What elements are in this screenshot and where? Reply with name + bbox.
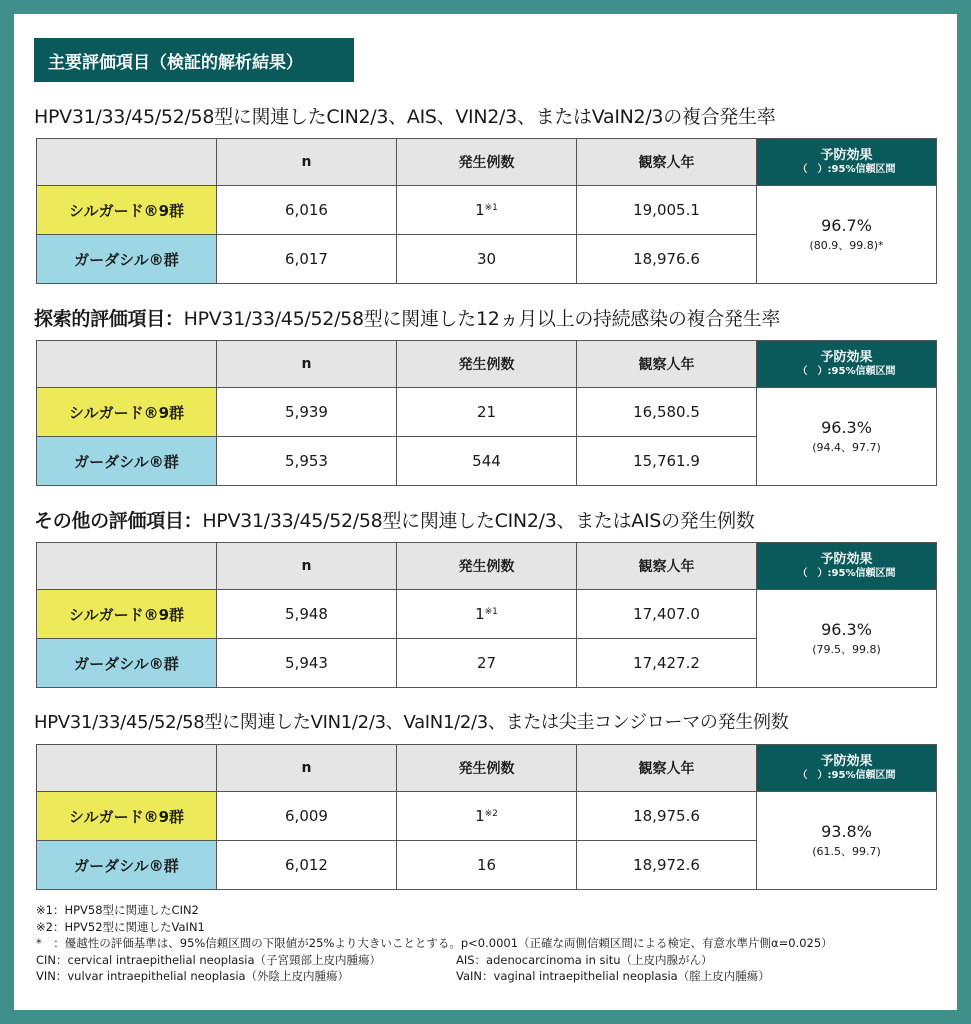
n-cell: 6,009: [217, 792, 397, 841]
page-title: 主要評価項目（検証的解析結果）: [34, 38, 354, 82]
footnote-1: ※1：HPV58型に関連したCIN2: [36, 903, 199, 917]
group-label: シルガード®9群: [37, 388, 217, 437]
person-years-cell: 19,005.1: [577, 186, 757, 235]
n-cell: 5,948: [217, 590, 397, 639]
cases-cell: 1$^{※1}$: [397, 186, 577, 235]
footnotes: [36, 902, 946, 985]
n-cell: 5,943: [217, 639, 397, 688]
efficacy-cell: 96.7% (80.9、99.8)*: [757, 186, 937, 284]
table-row: [37, 388, 937, 437]
cases-cell: 30: [397, 235, 577, 284]
cases-cell: 16: [397, 841, 577, 890]
group-label: シルガード®9群: [37, 590, 217, 639]
person-years-cell: 18,972.6: [577, 841, 757, 890]
results-table-3: [36, 542, 937, 688]
cases-cell: 1$^{※2}$: [397, 792, 577, 841]
header-person-years: 観察人年: [577, 745, 757, 792]
group-label: ガーダシル®群: [37, 841, 217, 890]
header-cases: 発生例数: [397, 543, 577, 590]
header-person-years: 観察人年: [577, 341, 757, 388]
table-row: [37, 186, 937, 235]
abbr-vain: VaIN：vaginal intraepithelial neoplasia（腟上皮内腫瘍）: [456, 969, 770, 983]
person-years-cell: 18,975.6: [577, 792, 757, 841]
header-efficacy: 予防効果 （ ）:95%信頼区間: [757, 745, 937, 792]
person-years-cell: 16,580.5: [577, 388, 757, 437]
header-n: n: [217, 139, 397, 186]
group-label: ガーダシル®群: [37, 235, 217, 284]
abbr-ais: AIS：adenocarcinoma in situ（上皮内腺がん）: [456, 952, 713, 967]
person-years-cell: 17,427.2: [577, 639, 757, 688]
header-blank: [37, 139, 217, 186]
header-person-years: 観察人年: [577, 543, 757, 590]
cases-cell: 21: [397, 388, 577, 437]
n-cell: 6,012: [217, 841, 397, 890]
header-efficacy: 予防効果 （ ）:95%信頼区間: [757, 543, 937, 590]
header-efficacy: 予防効果 （ ）:95%信頼区間: [757, 341, 937, 388]
efficacy-cell: 96.3% (94.4、97.7): [757, 388, 937, 486]
cases-cell: 27: [397, 639, 577, 688]
header-blank: [37, 745, 217, 792]
header-cases: 発生例数: [397, 745, 577, 792]
table-row: [37, 590, 937, 639]
footnote-2: ※2：HPV52型に関連したVaIN1: [36, 919, 205, 934]
footnote-3: * ：優越性の評価基準は、95%信頼区間の下限値が25%より大きいこととする。p<0.0001（正確な両側信頼区間による検定、有意水準片側α=0.025）: [36, 936, 833, 950]
section-title-4: HPV31/33/45/52/58型に関連したVIN1/2/3、VaIN1/2/3、または尖圭コンジローマの発生例数: [34, 712, 789, 733]
header-blank: [37, 341, 217, 388]
section-title-3: その他の評価項目：HPV31/33/45/52/58型に関連したCIN2/3、またはAISの発生例数: [34, 510, 755, 532]
header-n: n: [217, 745, 397, 792]
header-cases: 発生例数: [397, 341, 577, 388]
content-panel: [14, 14, 957, 1010]
header-efficacy: 予防効果 （ ）:95%信頼区間: [757, 139, 937, 186]
person-years-cell: 15,761.9: [577, 437, 757, 486]
header-n: n: [217, 341, 397, 388]
n-cell: 5,939: [217, 388, 397, 437]
results-table-2: [36, 340, 937, 486]
results-table-4: [36, 744, 937, 890]
abbr-cin: CIN：cervical intraepithelial neoplasia（子宮頸部上皮内腫瘍）: [36, 952, 382, 967]
header-n: n: [217, 543, 397, 590]
header-cases: 発生例数: [397, 139, 577, 186]
efficacy-cell: 96.3% (79.5、99.8): [757, 590, 937, 688]
person-years-cell: 17,407.0: [577, 590, 757, 639]
group-label: シルガード®9群: [37, 186, 217, 235]
n-cell: 6,017: [217, 235, 397, 284]
section-title-2: 探索的評価項目：HPV31/33/45/52/58型に関連した12ヵ月以上の持続感染の複合発生率: [34, 308, 781, 330]
group-label: ガーダシル®群: [37, 639, 217, 688]
person-years-cell: 18,976.6: [577, 235, 757, 284]
cases-cell: 1$^{※1}$: [397, 590, 577, 639]
section-title-1: HPV31/33/45/52/58型に関連したCIN2/3、AIS、VIN2/3、またはVaIN2/3の複合発生率: [34, 106, 776, 128]
results-table-1: [36, 138, 937, 284]
cases-cell: 544: [397, 437, 577, 486]
table-row: [37, 792, 937, 841]
header-person-years: 観察人年: [577, 139, 757, 186]
abbr-vin: VIN：vulvar intraepithelial neoplasia（外陰上皮内腫瘍）: [36, 969, 350, 983]
efficacy-cell: 93.8% (61.5、99.7): [757, 792, 937, 890]
header-blank: [37, 543, 217, 590]
group-label: ガーダシル®群: [37, 437, 217, 486]
group-label: シルガード®9群: [37, 792, 217, 841]
n-cell: 6,016: [217, 186, 397, 235]
n-cell: 5,953: [217, 437, 397, 486]
